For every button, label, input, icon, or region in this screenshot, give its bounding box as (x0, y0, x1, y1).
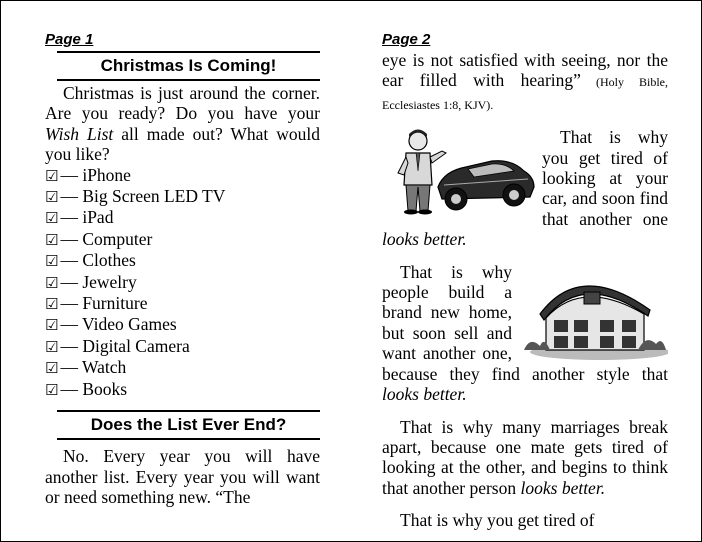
scripture-citation: (Holy Bible, Ecclesiastes 1:8, KJV). (382, 75, 668, 112)
house-illustration (520, 266, 668, 360)
heading-does-the-list-ever-end: Does the List Ever End? (57, 410, 320, 440)
list-item (45, 186, 320, 207)
heading-christmas-is-coming: Christmas Is Coming! (57, 51, 320, 81)
list-item-label: — iPad (60, 207, 114, 228)
list-item-label: — Furniture (60, 293, 148, 314)
marriage-paragraph (382, 417, 668, 499)
list-item (45, 165, 320, 186)
checkbox-checked-icon: ☑ (45, 188, 59, 207)
checkbox-checked-icon: ☑ (45, 273, 59, 292)
checkbox-checked-icon: ☑ (45, 230, 59, 249)
list-item (45, 250, 320, 271)
house-paragraph (382, 262, 668, 405)
page-1-label: Page 1 (45, 31, 94, 48)
list-item-label: — iPhone (60, 164, 131, 185)
scripture-text: eye is not satisfied with seeing, nor the ear filled with hearing” (382, 50, 668, 91)
page-1-column (45, 31, 320, 507)
wish-list-italic: Wish List (45, 123, 114, 144)
list-item-label: — Digital Camera (60, 335, 190, 356)
intro-text-before: Christmas is just around the corner. Are you ready? Do you have your (45, 83, 320, 124)
man-with-sports-car-illustration (394, 127, 536, 215)
list-end-paragraph: No. Every year you will have another list. Every year you will want or need something new. “The (45, 446, 320, 507)
wish-list-checklist (45, 165, 320, 400)
car-paragraph-text: That is why you get tired of looking at your car, and soon find that another one (542, 127, 668, 229)
list-item (45, 272, 320, 293)
checkbox-checked-icon: ☑ (45, 380, 59, 399)
intro-paragraph (45, 83, 320, 165)
list-item (45, 357, 320, 378)
looks-better-italic: looks better. (520, 477, 606, 498)
list-item-label: — Computer (60, 228, 153, 249)
list-item-label: — Big Screen LED TV (60, 186, 226, 207)
list-item-label: — Books (60, 378, 128, 399)
checkbox-checked-icon: ☑ (45, 337, 59, 356)
house-paragraph-text: That is why people build a brand new home, but soon sell and want another one, because they find another style that (382, 261, 668, 384)
page-2-column (382, 31, 668, 542)
list-item (45, 314, 320, 335)
list-item (45, 293, 320, 314)
looks-better-italic: looks better. (382, 384, 467, 405)
checkbox-checked-icon: ☑ (45, 295, 59, 314)
car-paragraph (382, 127, 668, 249)
list-item (45, 207, 320, 228)
page-2-label: Page 2 (382, 31, 431, 48)
checkbox-checked-icon: ☑ (45, 252, 59, 271)
marriage-paragraph-text: That is why many marriages break apart, because one mate gets tired of looking at the other, and begins to think that another person (382, 416, 668, 498)
list-item-label: — Video Games (60, 314, 177, 335)
list-item-label: — Jewelry (60, 271, 137, 292)
list-item-label: — Watch (60, 357, 127, 378)
list-item-label: — Clothes (60, 250, 136, 271)
list-item (45, 229, 320, 250)
scripture-paragraph (382, 50, 668, 115)
closing-paragraph: That is why you get tired of (400, 510, 595, 531)
checkbox-checked-icon: ☑ (45, 166, 59, 185)
list-item (45, 336, 320, 357)
intro-text-after: all made out? What would you like? (45, 123, 320, 165)
checkbox-checked-icon: ☑ (45, 209, 59, 228)
checkbox-checked-icon: ☑ (45, 316, 59, 335)
checkbox-checked-icon: ☑ (45, 359, 59, 378)
looks-better-italic: looks better. (382, 229, 467, 250)
list-item (45, 379, 320, 400)
